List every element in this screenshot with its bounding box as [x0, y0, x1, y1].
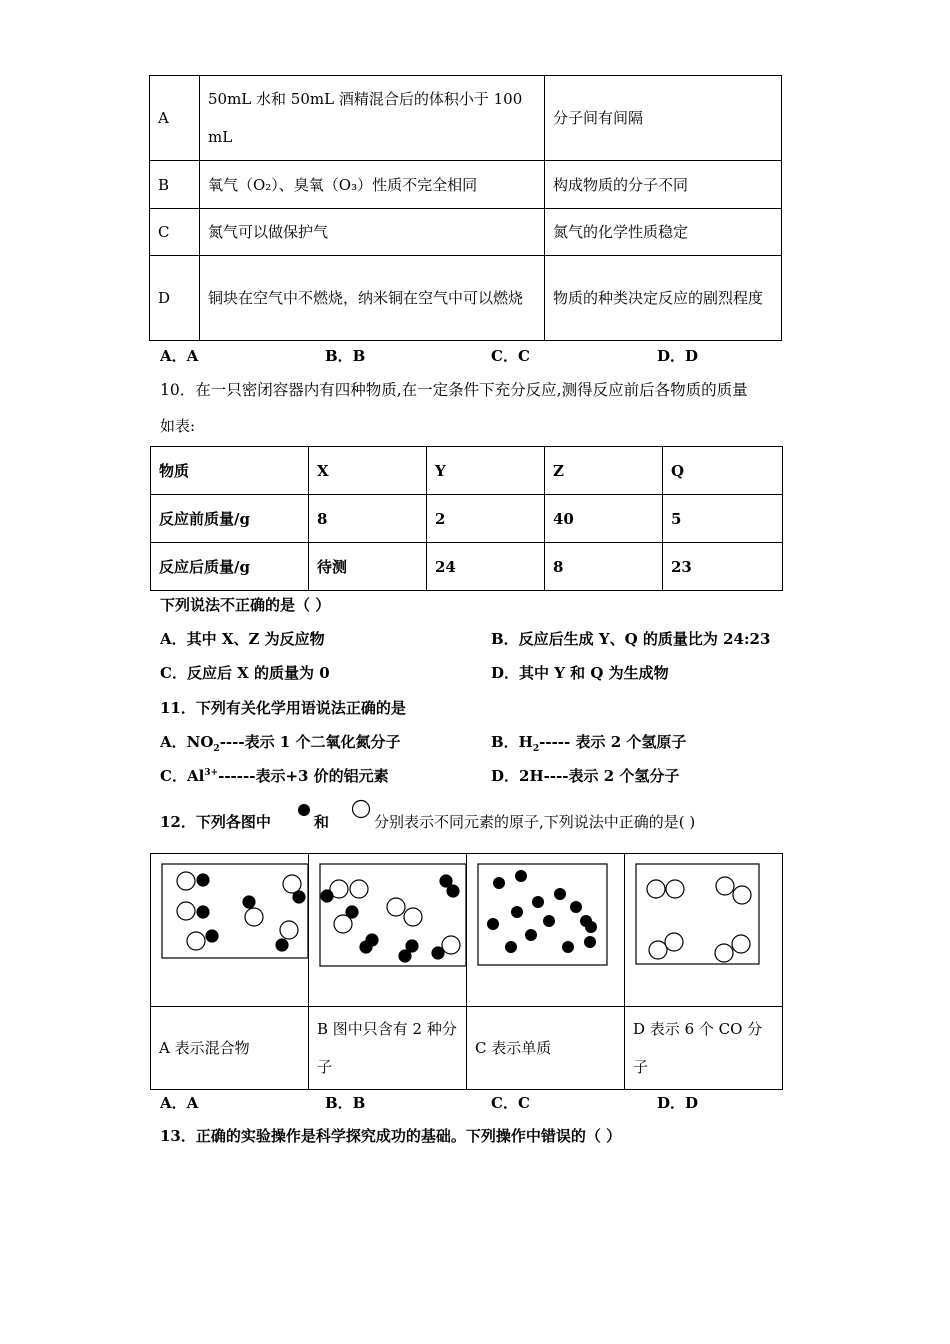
diagram-b [309, 854, 466, 1002]
q9-option-a[interactable]: A．A [160, 347, 199, 365]
q11-option-c[interactable] [160, 765, 389, 786]
q12-diagram-a-cell [151, 854, 309, 1007]
diagram-d [625, 854, 782, 1002]
q9-row-label: A [150, 76, 200, 161]
q10-cell: 2 [427, 495, 545, 543]
q13-stem: 13．正确的实验操作是科学探究成功的基础。下列操作中错误的（ ） [160, 1127, 622, 1145]
q12-option-b[interactable]: B．B [325, 1094, 366, 1112]
q10-cell: 24 [427, 543, 545, 591]
q10-cell: 8 [309, 495, 427, 543]
q10-cell: Q [663, 447, 783, 495]
q11-c-prefix: C．Al [160, 767, 205, 785]
q9-explanation: 氮气的化学性质稳定 [545, 209, 782, 256]
q9-option-d[interactable]: D．D [657, 347, 699, 365]
q9-explanation: 构成物质的分子不同 [545, 161, 782, 209]
q12-caption-d: D 表示 6 个 CO 分子 [625, 1007, 783, 1090]
q11-a-prefix: A．NO [160, 733, 214, 751]
q10-cell: 5 [663, 495, 783, 543]
q12-caption-b: B 图中只含有 2 种分子 [309, 1007, 467, 1090]
q10-option-b[interactable]: B．反应后生成 Y、Q 的质量比为 24:23 [491, 630, 771, 648]
q12-diagram-table [150, 853, 783, 1090]
q9-row-a [150, 76, 782, 161]
q10-option-a[interactable]: A．其中 X、Z 为反应物 [160, 630, 325, 648]
q10-cell: 反应后质量/g [151, 543, 309, 591]
q9-row-c [150, 209, 782, 256]
q12-diagram-d-cell [625, 854, 783, 1007]
q11-b-prefix: B．H [491, 733, 533, 751]
q10-cell: 8 [545, 543, 663, 591]
q9-option-b[interactable]: B．B [325, 347, 366, 365]
q12-diagram-b-cell [309, 854, 467, 1007]
q10-cell: Y [427, 447, 545, 495]
q11-a-sub: 2 [213, 744, 220, 754]
q10-option-d[interactable]: D．其中 Y 和 Q 为生成物 [491, 664, 669, 682]
q12-option-a[interactable]: A．A [160, 1094, 199, 1112]
q9-fact: 氮气可以做保护气 [200, 209, 545, 256]
q10-cell: 物质 [151, 447, 309, 495]
q11-c-suffix: ------表示+3 价的铝元素 [218, 767, 389, 785]
q9-table [149, 75, 782, 341]
q10-prompt: 下列说法不正确的是（ ） [160, 596, 331, 614]
q12-stem-part2: 和 [314, 813, 330, 831]
q9-option-c[interactable]: C．C [491, 347, 530, 365]
q12-diagram-c-cell [467, 854, 625, 1007]
q11-b-suffix: ----- 表示 2 个氢原子 [539, 733, 687, 751]
q10-cell: 反应前质量/g [151, 495, 309, 543]
q11-b-sub: 2 [532, 744, 540, 754]
q10-cell: 待测 [309, 543, 427, 591]
white-atom-icon [351, 799, 371, 819]
q9-fact: 氧气（O₂）、臭氧（O₃）性质不完全相同 [200, 161, 545, 209]
q10-cell: 40 [545, 495, 663, 543]
q9-row-label: B [150, 161, 200, 209]
q10-cell: Z [545, 447, 663, 495]
q12-option-c[interactable]: C．C [491, 1094, 530, 1112]
q12-stem-part1: 12．下列各图中 [160, 813, 271, 831]
q9-row-label: C [150, 209, 200, 256]
q11-c-sup: 3+ [204, 768, 219, 778]
q9-row-d [150, 256, 782, 341]
q9-explanation: 分子间有间隔 [545, 76, 782, 161]
q12-caption-c: C 表示单质 [467, 1007, 625, 1090]
q11-option-d[interactable]: D．2H----表示 2 个氢分子 [491, 767, 680, 785]
diagram-c [467, 854, 624, 1002]
q9-explanation: 物质的种类决定反应的剧烈程度 [545, 256, 782, 341]
q11-a-suffix: ----表示 1 个二氧化氮分子 [219, 733, 401, 751]
q11-option-b[interactable] [491, 731, 686, 754]
q10-stem-line1: 10．在一只密闭容器内有四种物质,在一定条件下充分反应,测得反应前后各物质的质量 [160, 381, 748, 399]
q10-after-row [151, 543, 783, 591]
q10-cell: 23 [663, 543, 783, 591]
q10-header-row [151, 447, 783, 495]
q10-cell: X [309, 447, 427, 495]
q9-fact: 铜块在空气中不燃烧，纳米铜在空气中可以燃烧 [200, 256, 545, 341]
q12-diagram-row [151, 854, 783, 1007]
q12-caption-a: A 表示混合物 [151, 1007, 309, 1090]
q12-option-d[interactable]: D．D [657, 1094, 699, 1112]
q9-row-b [150, 161, 782, 209]
q11-option-a[interactable] [160, 731, 400, 754]
black-atom-icon [297, 803, 311, 817]
q12-stem-part3: 分别表示不同元素的原子,下列说法中正确的是( ) [374, 813, 696, 831]
q11-stem: 11．下列有关化学用语说法正确的是 [160, 699, 406, 717]
q10-mass-table [150, 446, 783, 591]
q9-fact: 50mL 水和 50mL 酒精混合后的体积小于 100 mL [200, 76, 545, 161]
diagram-a [151, 854, 308, 1002]
q10-option-c[interactable]: C．反应后 X 的质量为 0 [160, 664, 330, 682]
q10-before-row [151, 495, 783, 543]
q12-caption-row [151, 1007, 783, 1090]
q9-row-label: D [150, 256, 200, 341]
q10-stem-line2: 如表: [160, 417, 196, 435]
